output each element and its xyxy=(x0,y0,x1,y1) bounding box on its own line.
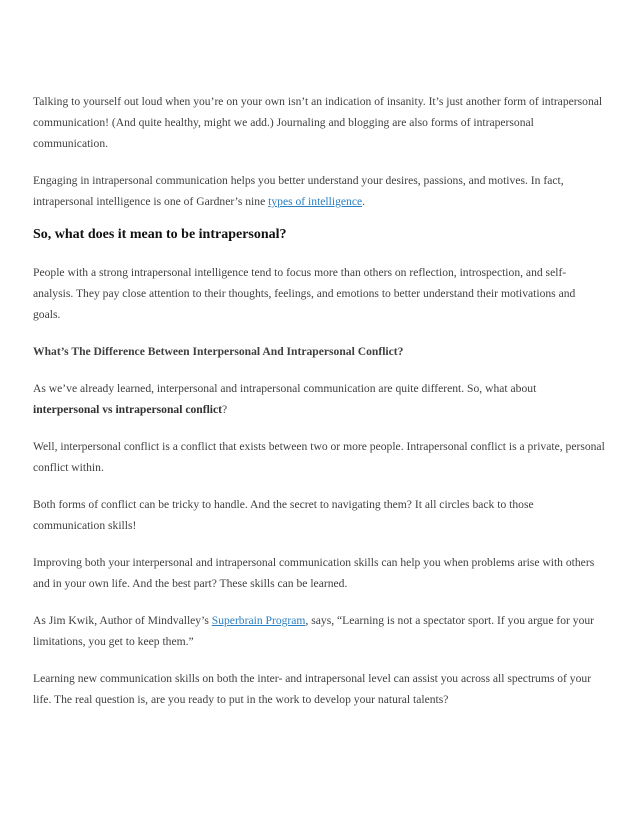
paragraph-text: As Jim Kwik, Author of Mindvalley’s xyxy=(33,614,212,627)
subheading-conflict-difference: What’s The Difference Between Interpersonal And Intrapersonal Conflict? xyxy=(33,345,404,358)
paragraph-strong-intelligence: People with a strong intrapersonal intelligence tend to focus more than others on reflection, introspection, and self-analysis. They pay close attention to their thoughts, feelings, and emotions to better understand their motivations and goals. xyxy=(33,266,576,321)
paragraph-engaging xyxy=(33,170,605,212)
paragraph-self-talk: Talking to yourself out loud when you’re on your own isn’t an indication of insanity. It’s just another form of intrapersonal communication! (And quite healthy, might we add.) Journaling and blogging are also forms of intrapersonal communication. xyxy=(33,95,603,150)
paragraph-jim-kwik-quote xyxy=(33,610,605,652)
paragraph-text: As we’ve already learned, interpersonal and intrapersonal communication are quite different. So, what about xyxy=(33,382,537,395)
paragraph-text: , says, “Learning is not a spectator sport. If you argue for your limitations, you get to keep them.” xyxy=(33,614,595,648)
section-heading-intrapersonal: So, what does it mean to be intrapersonal? xyxy=(33,227,287,242)
types-of-intelligence-link[interactable]: types of intelligence xyxy=(268,195,363,208)
paragraph-text: ? xyxy=(222,403,228,416)
paragraph-already-learned xyxy=(33,378,605,420)
bold-phrase: interpersonal vs intrapersonal conflict xyxy=(33,403,223,416)
paragraph-conflict-definition: Well, interpersonal conflict is a conflict that exists between two or more people. Intrapersonal conflict is a private, personal conflict within. xyxy=(33,440,605,474)
paragraph-text: . xyxy=(362,195,366,208)
paragraph-text: Engaging in intrapersonal communication helps you better understand your desires, passions, and motives. In fact, intrapersonal intelligence is one of Gardner’s nine xyxy=(33,174,564,208)
document-body xyxy=(33,91,605,726)
paragraph-improving-skills: Improving both your interpersonal and intrapersonal communication skills can help you when problems arise with others and in your own life. And the best part? These skills can be learned. xyxy=(33,556,595,590)
paragraph-learning-new-skills: Learning new communication skills on both the inter- and intrapersonal level can assist you across all spectrums of your life. The real question is, are you ready to put in the work to develop your natural talents? xyxy=(33,672,592,706)
superbrain-program-link[interactable]: Superbrain Program xyxy=(211,614,306,627)
paragraph-tricky-to-handle: Both forms of conflict can be tricky to handle. And the secret to navigating them? It all circles back to those communication skills! xyxy=(33,498,534,532)
